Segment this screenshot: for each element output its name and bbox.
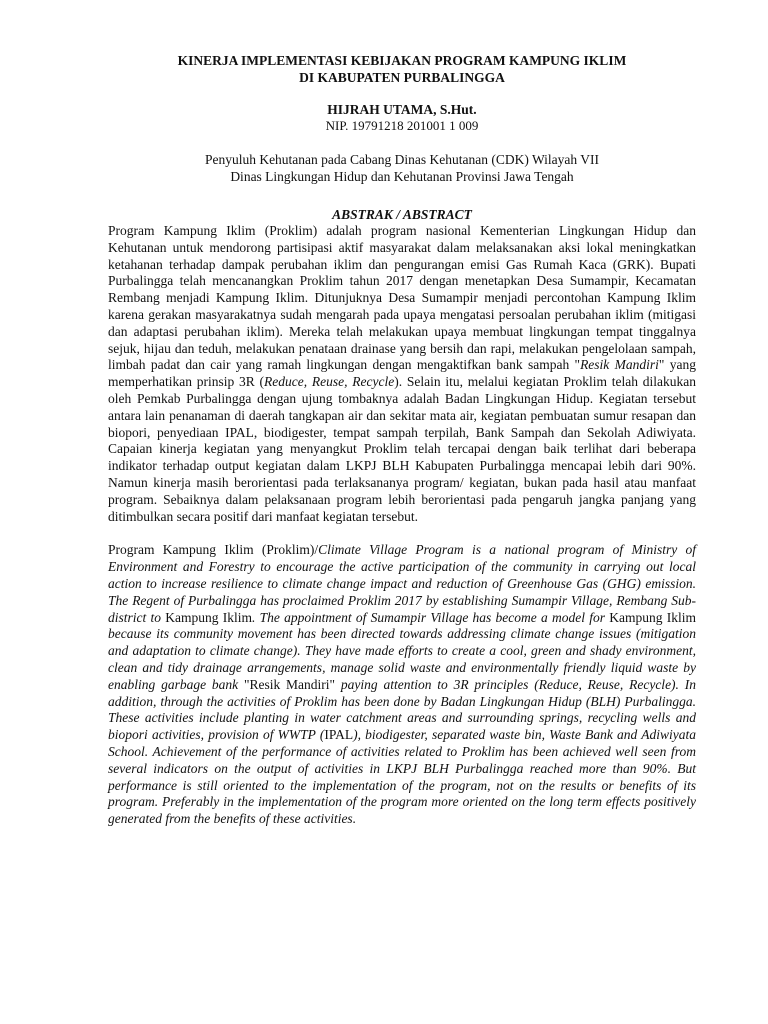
abstract-id-italic-1: Resik Mandiri: [580, 357, 659, 373]
paper-title-line-2: DI KABUPATEN PURBALINGGA: [299, 70, 505, 85]
paper-title: [108, 52, 696, 86]
affiliation-line-2: Dinas Lingkungan Hidup dan Kehutanan Provinsi Jawa Tengah: [230, 169, 574, 184]
abstract-en-text-1: Program Kampung Iklim (Proklim)/: [108, 542, 319, 558]
document-page: [108, 52, 696, 828]
abstract-heading: ABSTRAK / ABSTRACT: [332, 207, 472, 222]
abstract-indonesian: [108, 223, 696, 525]
affiliation-line-1: Penyuluh Kehutanan pada Cabang Dinas Kehutanan (CDK) Wilayah VII: [204, 152, 600, 167]
abstract-en-text-2: Kampung Iklim: [165, 609, 252, 625]
abstract-en-text-3: Kampung Iklim: [609, 609, 696, 625]
abstract-en-italic-5: ), biodigester, separated waste bin, Waste Bank and Adiwiyata School. Achievement of the performance of activities related to Proklim has been achieved well seen from several indicators on the output of activities in LKPJ BLH Purbalingga reached more than 90%. But performance is still oriented to the implementation of the program, not on the results or benefits of its program. Preferably in the implementation of the program more oriented on the long term effects positively generated from the benefits of these activities.: [108, 727, 696, 827]
abstract-id-text-2: " yang memperhatikan prinsip 3R (: [108, 357, 696, 390]
author-name: HIJRAH UTAMA, S.Hut.: [327, 102, 477, 117]
paper-title-line-1: KINERJA IMPLEMENTASI KEBIJAKAN PROGRAM KAMPUNG IKLIM: [177, 53, 627, 68]
abstract-en-italic-4: paying attention to 3R principles (Reduce, Reuse, Recycle). In addition, through the activities of Proklim has been done by Badan Lingkungan Hidup (BLH) Purbalingga. These activities include planting in water catchment areas and surrounding springs, recycling wells and biopori activities, provision of WWTP (: [108, 676, 696, 743]
author-affiliation: [108, 151, 696, 185]
abstract-en-italic-3: because its community movement has been directed towards addressing climate change issues (mitigation and adaptation to climate change). They have made efforts to create a cool, green and shady environment, clean and tidy drainage arrangements, manage solid waste and environmentally friendly liquid waste by enabling garbage bank: [108, 626, 696, 692]
abstract-id-text-3: ). Selain itu, melalui kegiatan Proklim telah dilakukan oleh Pemkab Purbalingga dengan ujung tombaknya adalah Badan Lingkungan Hidup. Kegiatan tersebut antara lain penanaman di daerah tangkapan air dan sekitar mata air, kegiatan pembuatan sumur resapan dan biopori, penyediaan IPAL, biodigester, tempat sampah terpilah, Bank Sampah dan Sekolah Adiwiyata. Capaian kinerja kegiatan yang menyangkut Proklim telah tercapai dengan baik terlihat dari beberapa indikator terhadap output kegiatan dalam LKPJ BLH Kabupaten Purbalingga mencapai lebih dari 90%. Namun kinerja masih berorientasi pada terlaksananya program/ kegiatan, bukan pada hasil atau manfaat program. Sebaiknya dalam pelaksanaan program lebih berorientasi pada pengaruh jangka panjang yang ditimbulkan secara positif dari manfaat kegiatan tersebut.: [108, 374, 697, 524]
abstract-english: [108, 542, 696, 828]
abstract-en-text-5: IPAL: [324, 727, 354, 743]
abstract-id-text-1: Program Kampung Iklim (Proklim) adalah program nasional Kementerian Lingkungan Hidup dan Kehutanan untuk mendorong partisipasi aktif masyarakat dalam melaksanakan aksi lokal meningkatkan ketahanan terhadap dampak perubahan iklim dan pengurangan emisi Gas Rumah Kaca (GRK). Bupati Purbalingga telah mencanangkan Proklim tahun 2017 dengan menetapkan Desa Sumampir, Kecamatan Rembang menjadi Kampung Iklim. Ditunjuknya Desa Sumampir menjadi percontohan Kampung Iklim karena gerakan masyarakatnya sudah mengarah pada upaya mengatasi persoalan perubahan iklim (mitigasi dan adaptasi perubahan iklim). Mereka telah melakukan upaya membuat lingkungan tempat tinggalnya sejuk, hijau dan teduh, melakukan penataan drainase yang bersih dan rapi, melakukan pengelolaan sampah, limbah padat dan cair yang ramah lingkungan dengan mengaktifkan bank sampah ": [108, 223, 696, 373]
abstract-id-italic-2: Reduce, Reuse, Recycle: [264, 374, 395, 390]
author-nip: NIP. 19791218 201001 1 009: [325, 118, 479, 133]
abstract-en-italic-2: . The appointment of Sumampir Village has become a model for: [251, 609, 610, 625]
abstract-en-text-4: "Resik Mandiri": [243, 676, 336, 692]
abstract-en-italic-1: Climate Village Program is a national program of Ministry of Environment and Forestry to encourage the active participation of the community in carrying out local action to increase resilience to climate change impact and reduction of Greenhouse Gas (GHG) emission. The Regent of Purbalingga has proclaimed Proklim 2017 by establishing Sumampir Village, Rembang Sub-district to: [108, 542, 696, 625]
